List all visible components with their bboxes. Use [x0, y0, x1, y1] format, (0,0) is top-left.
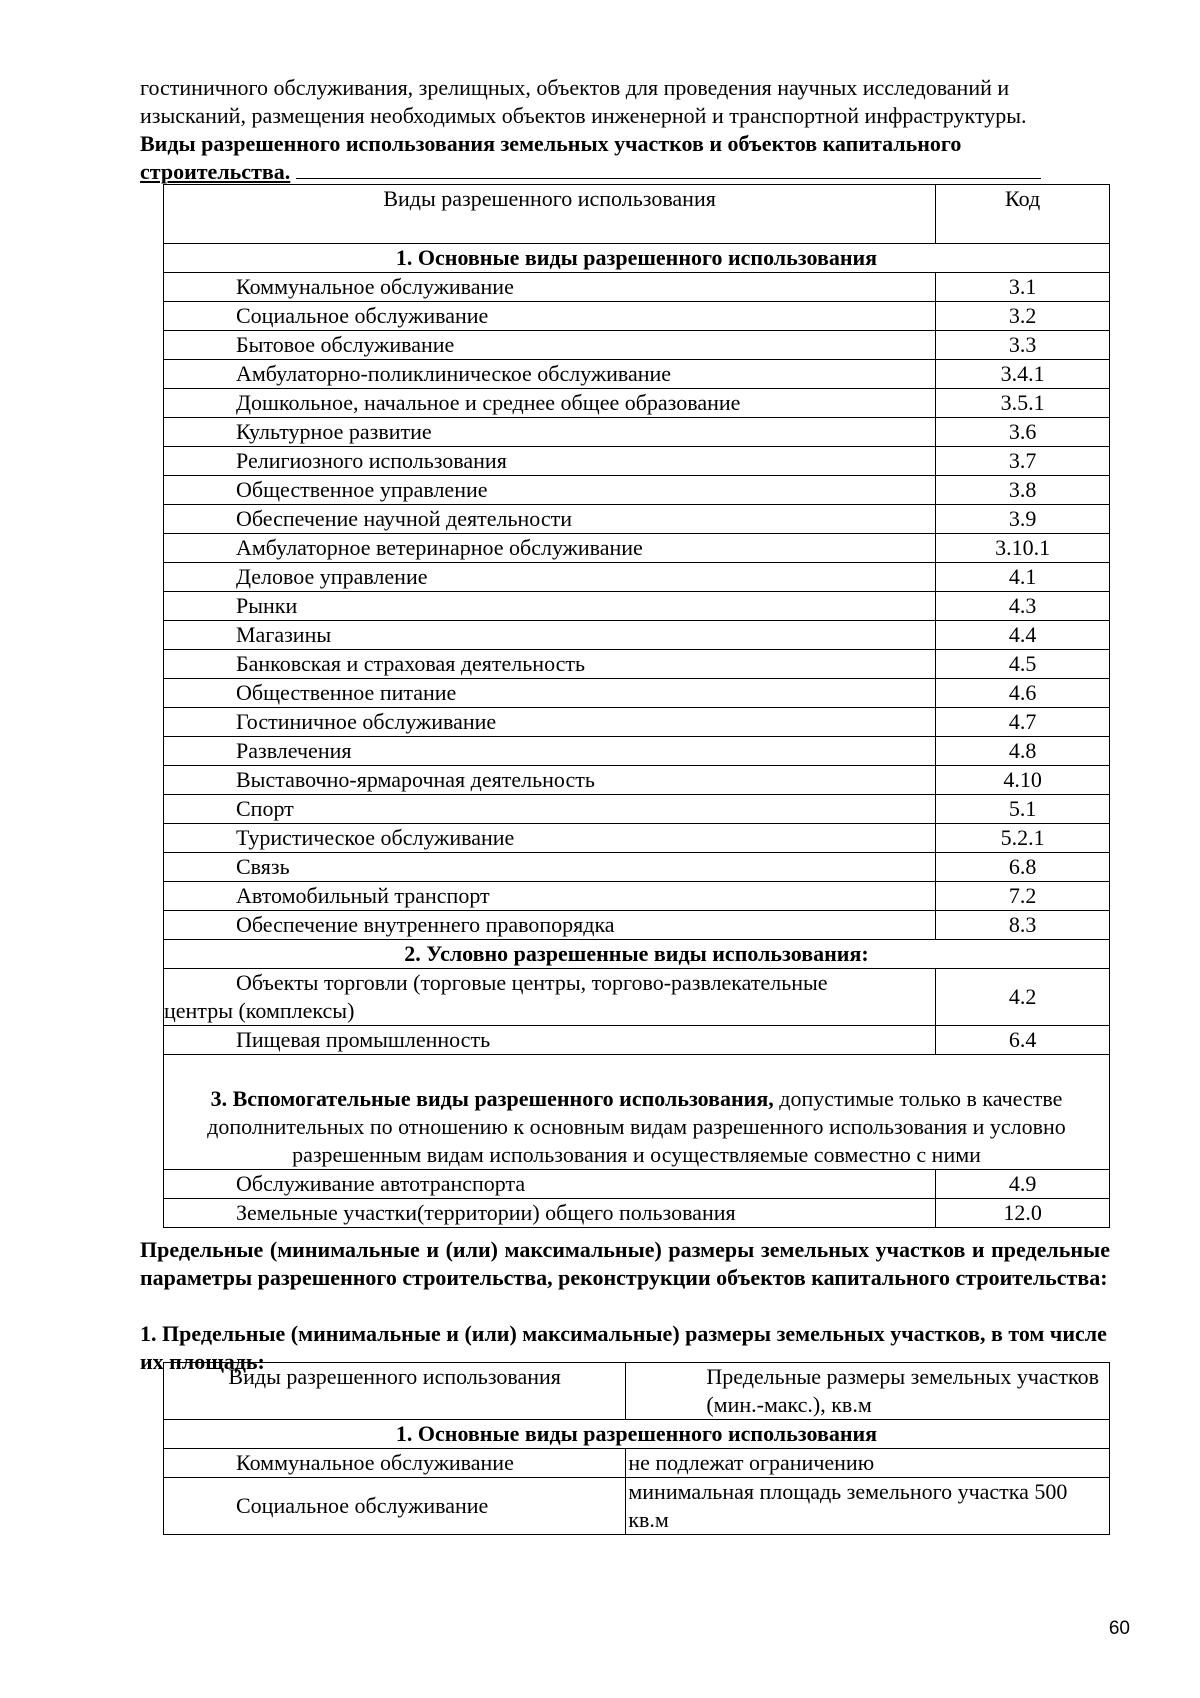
table-row [164, 1170, 1110, 1199]
use-name: Развлечения [164, 737, 936, 766]
use-code: 3.7 [936, 447, 1110, 476]
use-name: Обеспечение научной деятельности [164, 505, 936, 534]
use-name: Деловое управление [164, 563, 936, 592]
table-row [164, 418, 1110, 447]
heading-permitted-uses [140, 130, 1110, 186]
intro-paragraph: гостиничного обслуживания, зрелищных, объектов для проведения научных исследований и изысканий, размещения необходимых объектов инженерной и транспортной инфраструктуры. [140, 75, 1027, 128]
table-row [164, 360, 1110, 389]
use-code: 4.10 [936, 766, 1110, 795]
use-code: 12.0 [936, 1199, 1110, 1228]
table-row [164, 969, 1110, 1026]
table-row [164, 708, 1110, 737]
use-code: 4.1 [936, 563, 1110, 592]
use-code: 3.6 [936, 418, 1110, 447]
table-row [164, 534, 1110, 563]
use-code: 3.4.1 [936, 360, 1110, 389]
table-row [164, 592, 1110, 621]
use-name: Пищевая промышленность [164, 1026, 936, 1055]
use-code: 3.1 [936, 273, 1110, 302]
table-row [164, 389, 1110, 418]
use-name: Амбулаторное ветеринарное обслуживание [164, 534, 936, 563]
section-title-conditional: 2. Условно разрешенные виды использования: [164, 940, 1110, 969]
use-code: 3.3 [936, 331, 1110, 360]
table-row [164, 1449, 1110, 1478]
use-code: 4.7 [936, 708, 1110, 737]
use-name: Выставочно-ярмарочная деятельность [164, 766, 936, 795]
table-row [164, 795, 1110, 824]
heading-permitted-uses-part1: Виды разрешенного использования земельных участков и объектов капитального [140, 131, 962, 156]
size-limit: не подлежат ограничению [626, 1449, 1110, 1478]
use-name-line2: центры (комплексы) [164, 998, 355, 1023]
permitted-uses-table [163, 184, 1110, 1228]
use-code: 3.8 [936, 476, 1110, 505]
use-code: 4.4 [936, 621, 1110, 650]
use-name: Автомобильный транспорт [164, 882, 936, 911]
use-code: 3.9 [936, 505, 1110, 534]
table-row [164, 766, 1110, 795]
table-row [164, 1199, 1110, 1228]
use-code: 3.10.1 [936, 534, 1110, 563]
table-row [164, 505, 1110, 534]
use-name: Социальное обслуживание [164, 1478, 626, 1535]
section-title-auxiliary-rest: допустимые только в качестве дополнительных по отношению к основным видам разрешенного использования и условно разрешенным видам использования и осуществляемые совместно с ними [207, 1086, 1066, 1167]
use-name: Туристическое обслуживание [164, 824, 936, 853]
use-code: 8.3 [936, 911, 1110, 940]
underline-rule [296, 158, 1041, 179]
use-code: 6.4 [936, 1026, 1110, 1055]
use-name: Коммунальное обслуживание [164, 1449, 626, 1478]
use-code: 4.3 [936, 592, 1110, 621]
page-number: 60 [1108, 1618, 1130, 1639]
plot-size-limits-table [163, 1362, 1110, 1535]
use-name: Гостиничное обслуживание [164, 708, 936, 737]
table-row [164, 853, 1110, 882]
use-name: Рынки [164, 592, 936, 621]
use-code: 5.1 [936, 795, 1110, 824]
use-name: Магазины [164, 621, 936, 650]
use-name: Амбулаторно-поликлиническое обслуживание [164, 360, 936, 389]
section-title-main: 1. Основные виды разрешенного использования [164, 1420, 1110, 1449]
use-name: Религиозного использования [164, 447, 936, 476]
table-row [164, 621, 1110, 650]
table-row [164, 882, 1110, 911]
table-row [164, 824, 1110, 853]
use-name [164, 969, 936, 1026]
table-row [164, 302, 1110, 331]
use-code: 6.8 [936, 853, 1110, 882]
use-name: Банковская и страховая деятельность [164, 650, 936, 679]
section-row-main [164, 244, 1110, 273]
use-code: 4.2 [936, 969, 1110, 1026]
table-row [164, 911, 1110, 940]
use-name: Общественное питание [164, 679, 936, 708]
column-header-use: Виды разрешенного использования [164, 185, 936, 244]
use-name: Обслуживание автотранспорта [164, 1170, 936, 1199]
table-row [164, 1026, 1110, 1055]
table-row [164, 476, 1110, 505]
table-row [164, 273, 1110, 302]
use-code: 4.9 [936, 1170, 1110, 1199]
use-name: Культурное развитие [164, 418, 936, 447]
use-name: Социальное обслуживание [164, 302, 936, 331]
use-code: 7.2 [936, 882, 1110, 911]
table-row [164, 679, 1110, 708]
use-name: Связь [164, 853, 936, 882]
use-code: 3.2 [936, 302, 1110, 331]
section-title-main: 1. Основные виды разрешенного использования [164, 244, 1110, 273]
use-name: Спорт [164, 795, 936, 824]
table-row [164, 331, 1110, 360]
section-title-auxiliary [164, 1055, 1110, 1170]
use-name: Дошкольное, начальное и среднее общее образование [164, 389, 936, 418]
section-row-auxiliary [164, 1055, 1110, 1170]
table-row [164, 563, 1110, 592]
heading-plot-sizes: 1. Предельные (минимальные и (или) максимальные) размеры земельных участков, в том числе их площадь: [140, 1321, 1107, 1374]
section-row-conditional [164, 940, 1110, 969]
use-name: Обеспечение внутреннего правопорядка [164, 911, 936, 940]
table-row [164, 1478, 1110, 1535]
heading-permitted-uses-part2: строительства. [140, 159, 291, 184]
use-code: 5.2.1 [936, 824, 1110, 853]
section-row-main [164, 1420, 1110, 1449]
use-name: Коммунальное обслуживание [164, 273, 936, 302]
table-row [164, 737, 1110, 766]
use-code: 4.8 [936, 737, 1110, 766]
use-name: Общественное управление [164, 476, 936, 505]
heading-limits: Предельные (минимальные и (или) максимальные) размеры земельных участков и предельные параметры разрешенного строительства, реконструкции объектов капитального строительства: [140, 1237, 1110, 1290]
column-header-limit: Предельные размеры земельных участков (мин.-макс.), кв.м [626, 1363, 1110, 1420]
use-code: 3.5.1 [936, 389, 1110, 418]
section-title-auxiliary-bold: 3. Вспомогательные виды разрешенного использования, [210, 1086, 774, 1111]
use-name: Земельные участки(территории) общего пользования [164, 1199, 936, 1228]
table-header-row [164, 185, 1110, 244]
use-name: Бытовое обслуживание [164, 331, 936, 360]
use-code: 4.5 [936, 650, 1110, 679]
use-name-line1: Объекты торговли (торговые центры, торгово-развлекательные [236, 970, 828, 995]
use-code: 4.6 [936, 679, 1110, 708]
table-row [164, 650, 1110, 679]
column-header-code: Код [936, 185, 1110, 244]
column-header-use: Виды разрешенного использования [164, 1363, 626, 1420]
table-header-row [164, 1363, 1110, 1420]
size-limit: минимальная площадь земельного участка 500 кв.м [626, 1478, 1110, 1535]
table-row [164, 447, 1110, 476]
